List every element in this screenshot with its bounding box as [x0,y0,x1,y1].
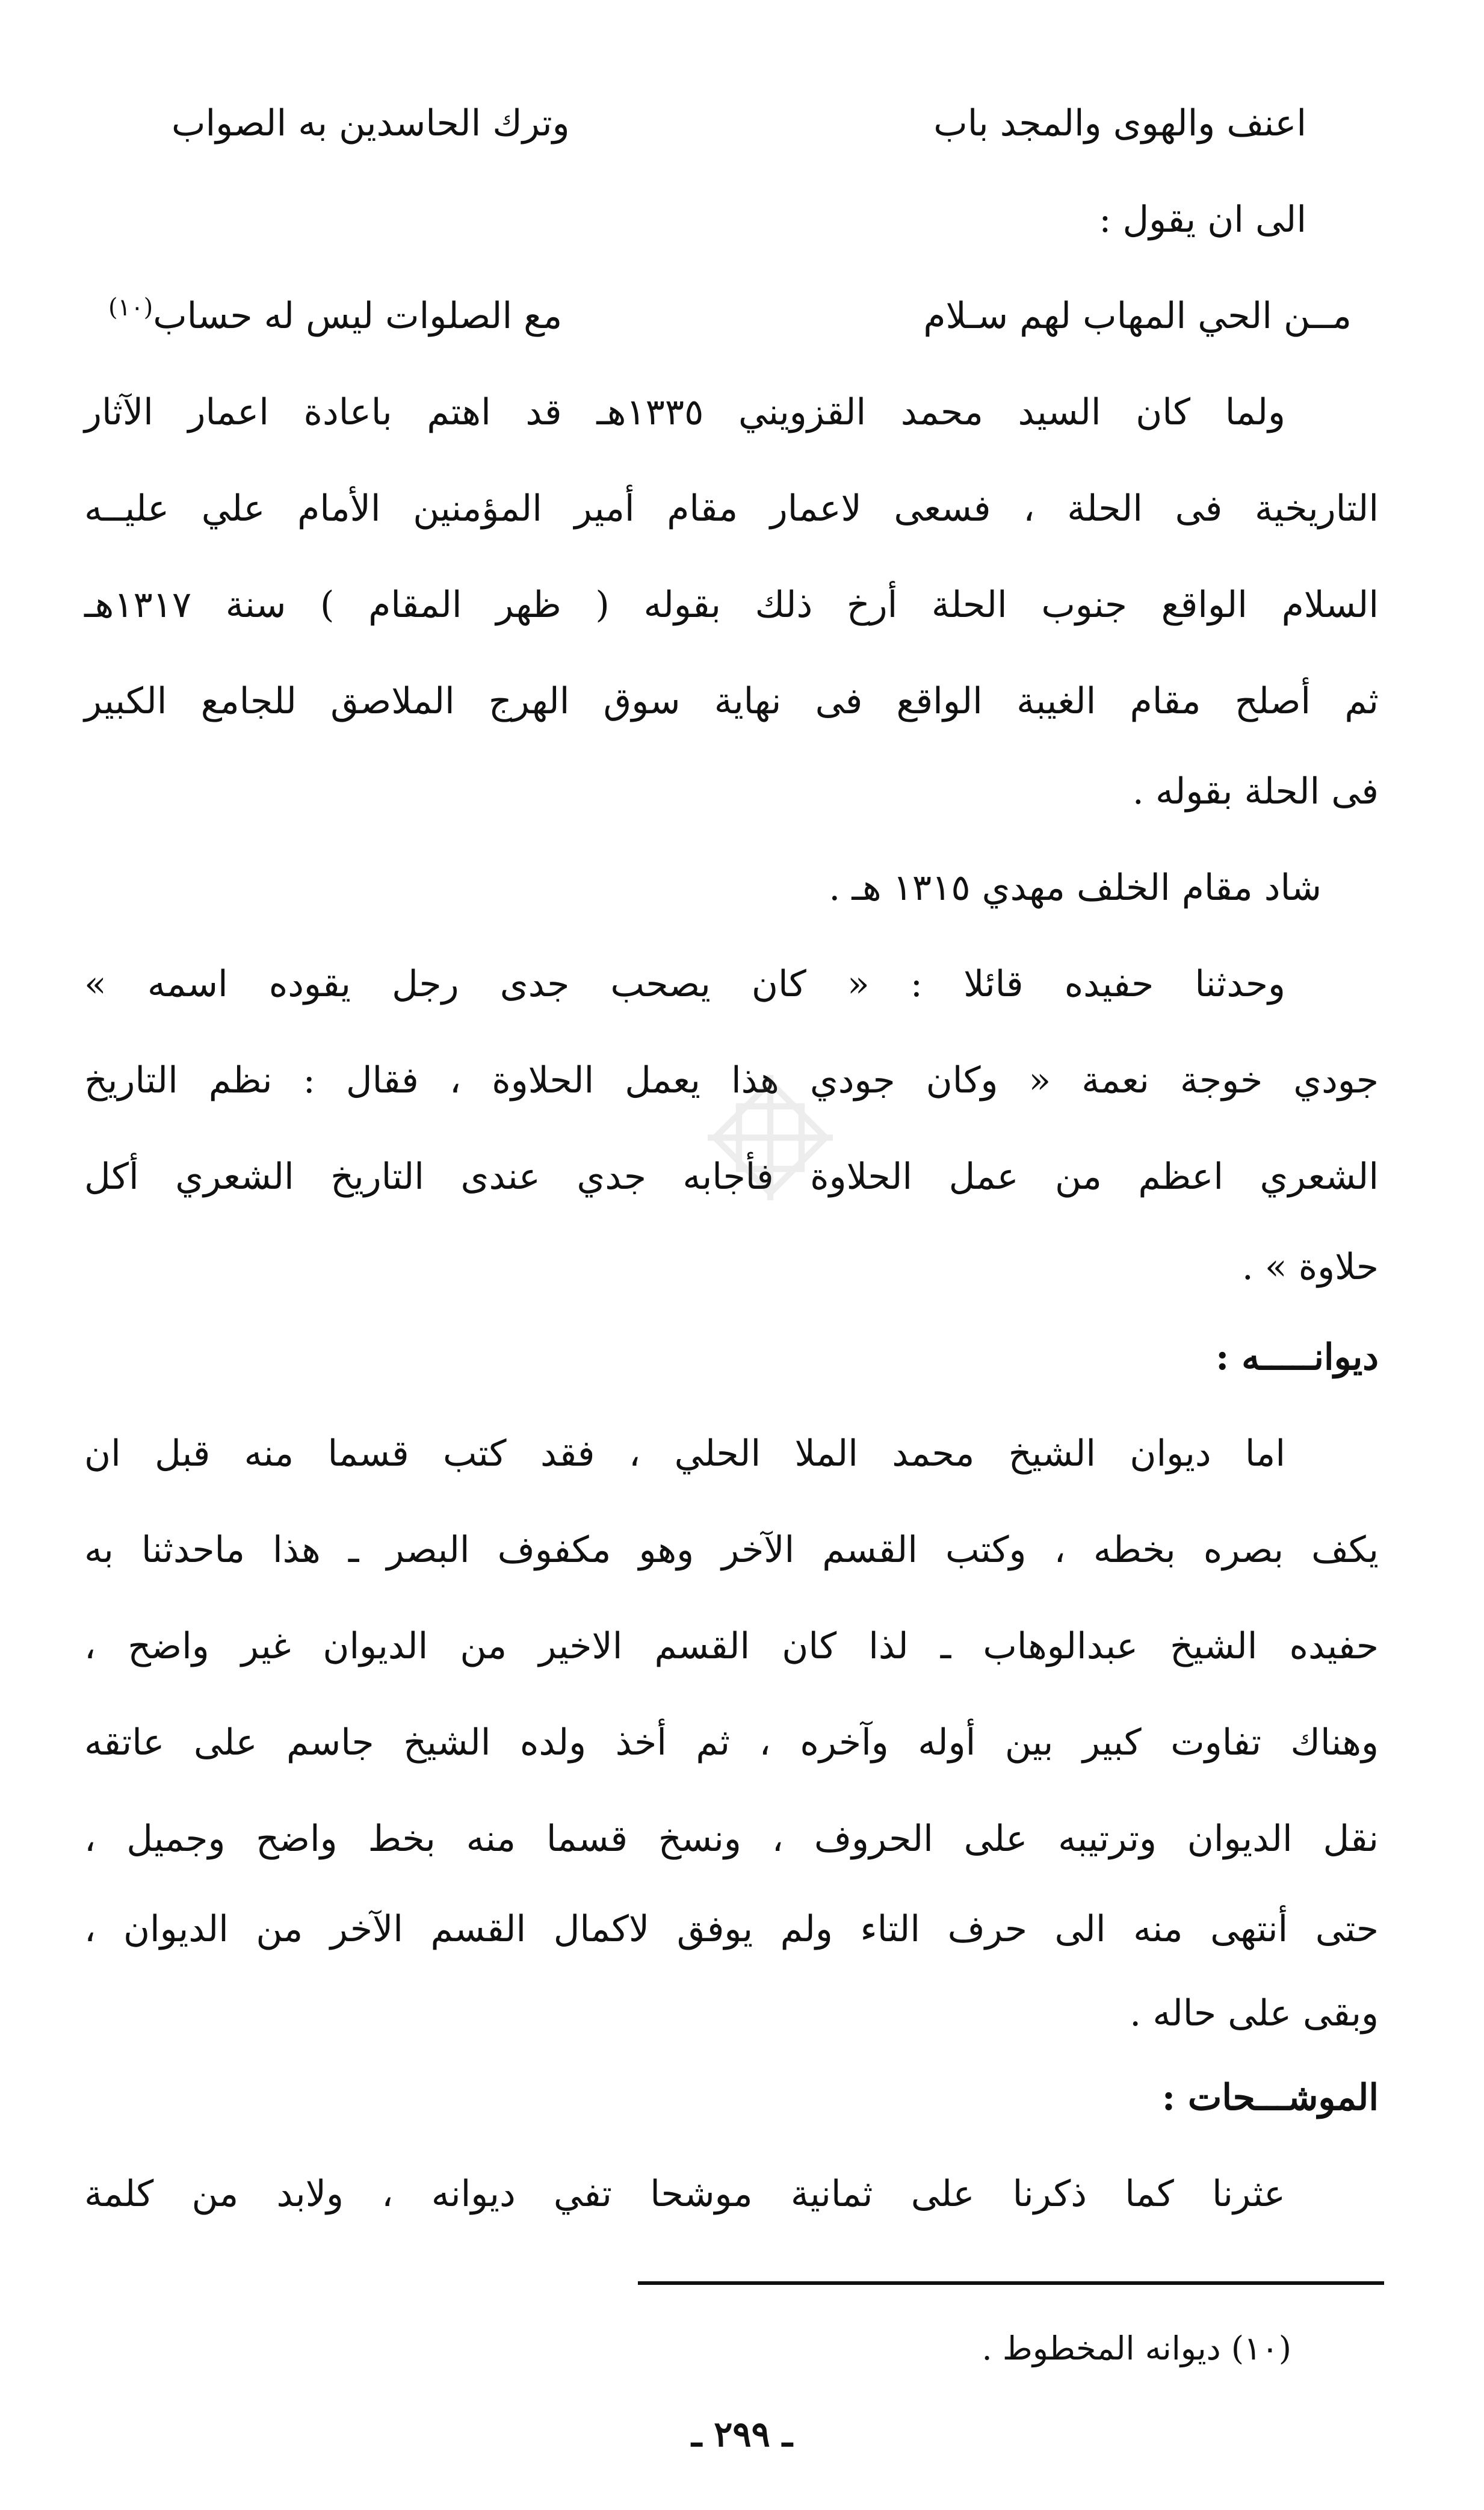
para1-line: ولما كان السيد محمد القزويني ١٣٣٥هـ قد اهتم باعادة اعمار الآثار [84,391,1285,433]
verse2-left-text: مع الصلوات ليس له حساب [153,295,563,337]
para3-line: نقل الديوان وترتيبه على الحروف ، ونسخ قسما منه بخط واضح وجميل ، [84,1818,1379,1860]
verse2-hemistich-left [108,283,562,349]
para3-line: حتى أنتهى منه الى حرف التاء ولم يوفق لاكمال القسم الآخر من الديوان ، [84,1908,1379,1950]
para1-line: ثم أصلح مقام الغيبة الواقع فى نهاية سوق الهرج الملاصق للجامع الكبير [84,680,1379,722]
page-number: ـ ٢٩٩ ـ [691,2414,793,2455]
verse2-hemistich-right: مــن الحي المهاب لهم سـلام [923,295,1352,337]
para1-line: التاريخية فى الحلة ، فسعى لاعمار مقام أمير المؤمنين الأمام علي عليــه [84,488,1379,530]
chronogram-line: شاد مقام الخلف مهدي ١٣١٥ هـ . [829,867,1322,909]
para3-line: اما ديوان الشيخ محمد الملا الحلي ، فقد كتب قسما منه قبل ان [84,1433,1285,1475]
verse-intro: الى ان يقول : [1099,199,1306,241]
footnote: (١٠) ديوانه المخطوط . [982,2329,1291,2367]
geometric-knot-icon [692,1059,849,1216]
footnote-separator [638,2281,1384,2285]
section-heading-diwan: ديوانـــــه : [1216,1336,1379,1378]
verse1-hemistich-left: وترك الحاسدين به الصواب [172,102,570,144]
para2-line: وحدثنا حفيده قائلا : « كان يصحب جدى رجل يقوده اسمه » [84,963,1285,1005]
para4-line: عثرنا كما ذكرنا على ثمانية موشحا تفي ديوانه ، ولابد من كلمة [84,2173,1285,2215]
para1-line: السلام الواقع جنوب الحلة أرخ ذلك بقوله ( ظهر المقام ) سنة ١٣١٧هـ [84,584,1379,626]
para2-line: الشعري اعظم من عمل الحلاوة فأجابه جدي عندى التاريخ الشعري أكل [84,1156,1379,1198]
para3-line: حفيده الشيخ عبدالوهاب ـ لذا كان القسم الاخير من الديوان غير واضح ، [84,1625,1379,1667]
para3-line: وهناك تفاوت كبير بين أوله وآخره ، ثم أخذ ولده الشيخ جاسم على عاتقه [84,1721,1379,1764]
verse1-hemistich-right: اعنف والهوى والمجد باب [933,102,1306,144]
para1-line: فى الحلة بقوله . [1132,770,1379,813]
para2-line: جودي خوجة نعمة « وكان جودي هذا يعمل الحلاوة ، فقال : نظم التاريخ [84,1059,1379,1102]
para3-line: وبقى على حاله . [1130,1992,1379,2034]
para2-line: حلاوة » . [1241,1246,1379,1288]
section-heading-muwashshahat: الموشـــحات : [1161,2077,1379,2119]
footnote-marker: (١٠) [108,294,153,321]
para3-line: يكف بصره بخطه ، وكتب القسم الآخر وهو مكفوف البصر ـ هذا ماحدثنا به [84,1529,1379,1571]
